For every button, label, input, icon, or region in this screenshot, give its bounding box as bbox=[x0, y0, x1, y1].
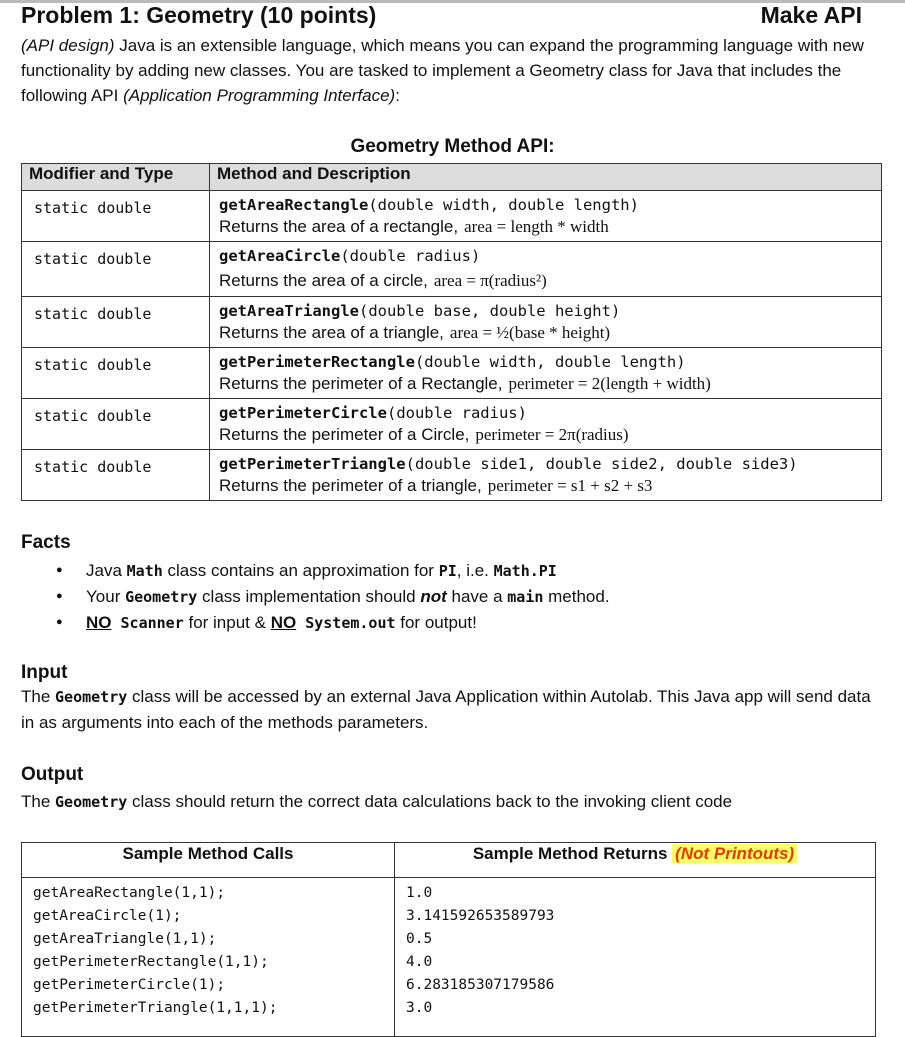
code-term: Geometry bbox=[55, 793, 128, 811]
intro-api-term: (Application Programming Interface) bbox=[123, 86, 396, 105]
sample-return: 3.141592653589793 bbox=[406, 908, 555, 924]
code-term: Geometry bbox=[125, 588, 198, 606]
returns-header-text: Sample Method Returns bbox=[472, 844, 668, 863]
method-formula: area = length * width bbox=[464, 217, 609, 236]
sample-returns-cell bbox=[395, 878, 876, 1037]
api-table bbox=[21, 163, 882, 501]
method-formula: perimeter = 2π(radius) bbox=[475, 425, 629, 444]
api-row bbox=[22, 191, 882, 242]
code-term: Scanner bbox=[111, 614, 184, 632]
intro-colon: : bbox=[395, 86, 400, 105]
api-modifier: static double bbox=[22, 297, 210, 348]
api-method bbox=[210, 297, 882, 348]
api-method bbox=[210, 191, 882, 242]
intro-lead: (API design) bbox=[21, 36, 115, 55]
method-name: getPerimeterTriangle bbox=[219, 455, 406, 473]
problem-tag: Make API bbox=[760, 2, 862, 28]
fact-text: have a bbox=[446, 587, 508, 606]
sample-return: 3.0 bbox=[406, 1000, 433, 1016]
method-name: getPerimeterRectangle bbox=[219, 353, 415, 371]
table-row bbox=[22, 878, 876, 1037]
code-term: Math.PI bbox=[493, 562, 557, 580]
api-modifier: static double bbox=[22, 191, 210, 242]
api-row bbox=[22, 242, 882, 297]
method-description: Returns the perimeter of a Circle, bbox=[219, 425, 470, 444]
sample-return: 4.0 bbox=[406, 954, 433, 970]
method-description: Returns the area of a circle, bbox=[219, 271, 428, 290]
facts-list bbox=[56, 558, 610, 636]
api-col-modifier: Modifier and Type bbox=[22, 164, 210, 191]
sample-return: 0.5 bbox=[406, 931, 433, 947]
method-description: Returns the perimeter of a Rectangle, bbox=[219, 374, 503, 393]
code-term: Geometry bbox=[55, 688, 128, 706]
api-method bbox=[210, 348, 882, 399]
fact-text: class implementation should bbox=[197, 587, 421, 606]
method-name: getPerimeterCircle bbox=[219, 404, 387, 422]
code-term: PI bbox=[438, 562, 457, 580]
input-paragraph bbox=[21, 684, 881, 735]
api-method bbox=[210, 450, 882, 501]
code-term: main bbox=[507, 588, 544, 606]
para-text: class should return the correct data calculations back to the invoking client code bbox=[127, 792, 733, 811]
method-description: Returns the perimeter of a triangle, bbox=[219, 476, 482, 495]
method-params: (double width, double length) bbox=[414, 353, 686, 371]
sample-calls-cell bbox=[22, 878, 395, 1037]
fact-text: Java bbox=[86, 561, 127, 580]
sample-call: getAreaTriangle(1,1); bbox=[33, 931, 217, 947]
list-item bbox=[56, 610, 610, 636]
method-name: getAreaRectangle bbox=[219, 196, 369, 214]
intro-paragraph bbox=[21, 33, 881, 108]
sample-call: getPerimeterTriangle(1,1,1); bbox=[33, 1000, 278, 1016]
output-heading: Output bbox=[21, 764, 84, 785]
code-term: System.out bbox=[296, 614, 396, 632]
intro-text: Java is an extensible language, which means you can expand the programming language with new functionality by adding new classes. You are tasked to implement a Geometry class for Java that includes the following API bbox=[21, 36, 864, 105]
api-row bbox=[22, 450, 882, 501]
api-modifier: static double bbox=[22, 242, 210, 297]
sample-calls-header: Sample Method Calls bbox=[22, 843, 395, 878]
fact-text: method. bbox=[543, 587, 610, 606]
method-params: (double width, double length) bbox=[368, 196, 639, 214]
sample-call: getAreaCircle(1); bbox=[33, 908, 182, 924]
fact-text: Your bbox=[86, 587, 126, 606]
fact-text: , i.e. bbox=[456, 561, 494, 580]
method-formula: perimeter = s1 + s2 + s3 bbox=[487, 476, 653, 495]
list-item bbox=[56, 584, 610, 610]
method-formula: area = ½(base * height) bbox=[449, 323, 611, 342]
api-row bbox=[22, 348, 882, 399]
problem-title: Problem 1: Geometry (10 points) bbox=[21, 2, 377, 28]
api-modifier: static double bbox=[22, 450, 210, 501]
sample-return: 1.0 bbox=[406, 885, 433, 901]
api-modifier: static double bbox=[22, 348, 210, 399]
fact-text: for input & bbox=[183, 613, 271, 632]
api-col-method: Method and Description bbox=[210, 164, 882, 191]
para-text: The bbox=[21, 687, 56, 706]
sample-call: getPerimeterCircle(1); bbox=[33, 977, 226, 993]
method-params: (double radius) bbox=[386, 404, 527, 422]
method-params: (double base, double height) bbox=[358, 302, 621, 320]
sample-returns-header bbox=[395, 843, 876, 878]
api-method bbox=[210, 399, 882, 450]
sample-table bbox=[21, 842, 876, 1037]
input-heading: Input bbox=[21, 662, 68, 683]
method-name: getAreaCircle bbox=[219, 247, 341, 265]
api-row bbox=[22, 399, 882, 450]
output-paragraph bbox=[21, 789, 881, 815]
api-method bbox=[210, 242, 882, 297]
method-description: Returns the area of a triangle, bbox=[219, 323, 444, 342]
para-text: class will be accessed by an external Java Application within Autolab. This Java app will send data in as arguments into each of the methods parameters. bbox=[21, 687, 871, 732]
method-formula: area = π(radius²) bbox=[433, 271, 547, 290]
sample-call: getAreaRectangle(1,1); bbox=[33, 885, 226, 901]
facts-heading: Facts bbox=[21, 532, 71, 553]
emphasis: NO bbox=[270, 613, 297, 632]
fact-text: class contains an approximation for bbox=[162, 561, 439, 580]
para-text: The bbox=[21, 792, 56, 811]
method-params: (double radius) bbox=[340, 247, 481, 265]
highlight-note: (Not Printouts) bbox=[672, 844, 797, 863]
emphasis: NO bbox=[86, 613, 112, 632]
emphasis: not bbox=[420, 587, 447, 606]
method-name: getAreaTriangle bbox=[219, 302, 359, 320]
api-modifier: static double bbox=[22, 399, 210, 450]
method-formula: perimeter = 2(length + width) bbox=[508, 374, 711, 393]
sample-call: getPerimeterRectangle(1,1); bbox=[33, 954, 269, 970]
api-row bbox=[22, 297, 882, 348]
api-table-title: Geometry Method API: bbox=[350, 136, 555, 157]
sample-return: 6.283185307179586 bbox=[406, 977, 555, 993]
list-item bbox=[56, 558, 610, 584]
code-term: Math bbox=[126, 562, 163, 580]
method-description: Returns the area of a rectangle, bbox=[219, 217, 459, 236]
fact-text: for output! bbox=[395, 613, 477, 632]
method-params: (double side1, double side2, double side3) bbox=[405, 455, 798, 473]
